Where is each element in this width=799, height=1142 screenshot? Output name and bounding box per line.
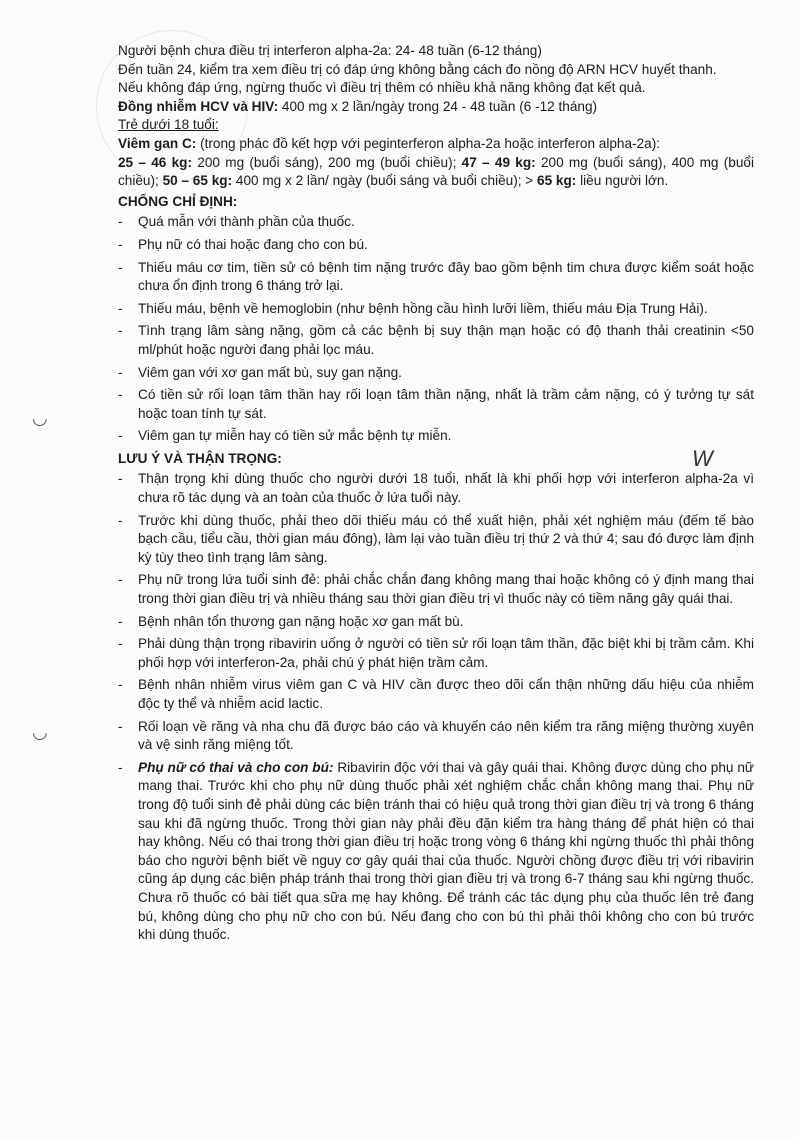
list-item: - Tình trạng lâm sàng nặng, gồm cả các bệnh bị suy thận mạn hoặc có độ thanh thải creatinin <50 ml/phút hoặc người đang phải lọc máu. <box>118 322 754 359</box>
list-item: - Thiếu máu cơ tim, tiền sử có bệnh tim nặng trước đây bao gồm bệnh tim chưa được kiểm soát hoặc chưa ổn định trong 6 tháng trở lại. <box>118 259 754 296</box>
list-item: - Quá mẫn với thành phần của thuốc. <box>118 213 754 232</box>
hepc-text: (trong phác đồ kết hợp với peginterferon alpha-2a hoặc interferon alpha-2a): <box>196 135 661 151</box>
coinfection-label: Đồng nhiễm HCV và HIV: <box>118 98 279 114</box>
weight-band: 47 – 49 kg: <box>461 154 536 170</box>
weight-dose: 200 mg (buổi sáng), 400 mg (buổi chiều); <box>118 154 754 189</box>
contraindications-heading: CHỐNG CHỈ ĐỊNH: <box>118 193 238 209</box>
cautions-heading: LƯU Ý VÀ THẬN TRỌNG: <box>118 450 282 466</box>
list-item: - Bệnh nhân tổn thương gan nặng hoặc xơ gan mất bù. <box>118 613 754 632</box>
handwritten-initials: W <box>692 446 713 471</box>
coinfection-line <box>118 98 754 117</box>
text-line: Đến tuần 24, kiểm tra xem điều trị có đáp ứng không bằng cách đo nồng độ ARN HCV huyết thanh. <box>118 61 717 77</box>
margin-mark: ◡ <box>32 408 48 428</box>
list-item: - Viêm gan tự miễn hay có tiền sử mắc bệnh tự miễn. <box>118 427 754 446</box>
text-line: Nếu không đáp ứng, ngừng thuốc vì điều trị thêm có nhiều khả năng không đạt kết quả. <box>118 80 646 96</box>
list-item: - Bệnh nhân nhiễm virus viêm gan C và HIV cần được theo dõi cẩn thận những dấu hiệu của nhiễm độc ty thể và nhiễm acid lactic. <box>118 676 754 713</box>
coinfection-text: 400 mg x 2 lần/ngày trong 24 - 48 tuần (6 -12 tháng) <box>278 98 598 114</box>
margin-mark: ◡ <box>32 722 48 742</box>
list-item: - Thận trọng khi dùng thuốc cho người dưới 18 tuổi, nhất là khi phối hợp với interferon alpha-2a vì chưa rõ tác dụng và an toàn của thuốc ở lứa tuổi này. <box>118 470 754 507</box>
list-item: - Phụ nữ có thai hoặc đang cho con bú. <box>118 236 754 255</box>
list-item: - Rối loạn về răng và nha chu đã được báo cáo và khuyến cáo nên kiểm tra răng miệng thường xuyên và vệ sinh răng miệng tốt. <box>118 718 754 755</box>
weight-dose: liều người lớn. <box>576 173 669 189</box>
hepc-label: Viêm gan C: <box>118 135 197 151</box>
under18-label: Trẻ dưới 18 tuổi: <box>118 117 219 133</box>
weight-band: 50 – 65 kg: <box>162 173 233 189</box>
weight-dosing <box>118 154 754 191</box>
pregnancy-item <box>118 759 754 945</box>
text-line: Người bệnh chưa điều trị interferon alpha-2a: 24- 48 tuần (6-12 tháng) <box>118 43 542 58</box>
list-item: - Trước khi dùng thuốc, phải theo dõi thiếu máu có thể xuất hiện, phải xét nghiệm máu (đếm tế bào bạch cầu, tiểu cầu, thời gian máu đông), làm lại vào tuần điều trị thứ 2 và thứ 4; sau đó được làm định kỳ tùy theo tình trạng lâm sàng. <box>118 512 754 568</box>
list-item: - Phụ nữ trong lứa tuổi sinh đẻ: phải chắc chắn đang không mang thai hoặc không có ý định mang thai trong thời gian điều trị và nhiều tháng sau thời gian điều trị vì thuốc này có tiềm năng gây quái thai. <box>118 571 754 608</box>
list-item: - Thiếu máu, bệnh về hemoglobin (như bệnh hồng cầu hình lưỡi liềm, thiếu máu Địa Trung Hải). <box>118 300 754 319</box>
list-item: - Có tiền sử rối loạn tâm thần hay rối loạn tâm thần nặng, nhất là trầm cảm nặng, có ý tưởng tự sát hoặc toan tính tự sát. <box>118 386 754 423</box>
weight-band: 25 – 46 kg: <box>118 154 193 170</box>
pregnancy-label: Phụ nữ có thai và cho con bú: <box>138 759 334 775</box>
weight-dose: 200 mg (buổi sáng), 200 mg (buổi chiều); <box>192 154 462 170</box>
weight-dose: 400 mg x 2 lần/ ngày (buổi sáng và buổi chiều); > <box>232 173 538 189</box>
under18-line <box>118 116 754 135</box>
cautions-list <box>118 470 754 944</box>
hepc-line <box>118 135 754 154</box>
list-item: - Phải dùng thận trọng ribavirin uống ở người có tiền sử rối loạn tâm thần, đặc biệt khi bị trầm cảm. Khi phối hợp với interferon-2a, phải chú ý phát hiện trầm cảm. <box>118 635 754 672</box>
contraindications-list <box>118 213 754 446</box>
list-item: - Viêm gan với xơ gan mất bù, suy gan nặng. <box>118 364 754 383</box>
weight-band: 65 kg: <box>537 173 577 189</box>
pregnancy-text: Ribavirin độc với thai và gây quái thai. Không được dùng cho phụ nữ mang thai. Trước khi cho phụ nữ dùng thuốc phải xét nghiệm chắc chắn không mang thai. Phụ nữ trong độ tuổi sinh đẻ phải dùng các biện tránh thai có hiệu quả trong thời gian điều trị và trong 6 tháng sau khi đã ngừng thuốc. Trong thời gian này phải đều đặn kiểm tra hàng tháng để phát hiện có thai hay không. Nếu có thai trong thời gian điều trị hoặc trong vòng 6 tháng khi ngừng thuốc thì phải thông báo cho người bệnh biết về nguy cơ gây quái thai của thuốc. Người chồng được điều trị với ribavirin cũng áp dụng các biện pháp tránh thai trong thời gian điều trị và trong 6-7 tháng sau khi ngừng thuốc. Chưa rõ thuốc có bài tiết qua sữa mẹ hay không. Để tránh các tác dụng phụ của thuốc lên trẻ đang bú, không dùng cho phụ nữ cho con bú. Nếu đang cho con bú thì phải thôi không cho con bú trước khi dùng thuốc. <box>138 759 754 943</box>
document-page <box>118 42 754 949</box>
